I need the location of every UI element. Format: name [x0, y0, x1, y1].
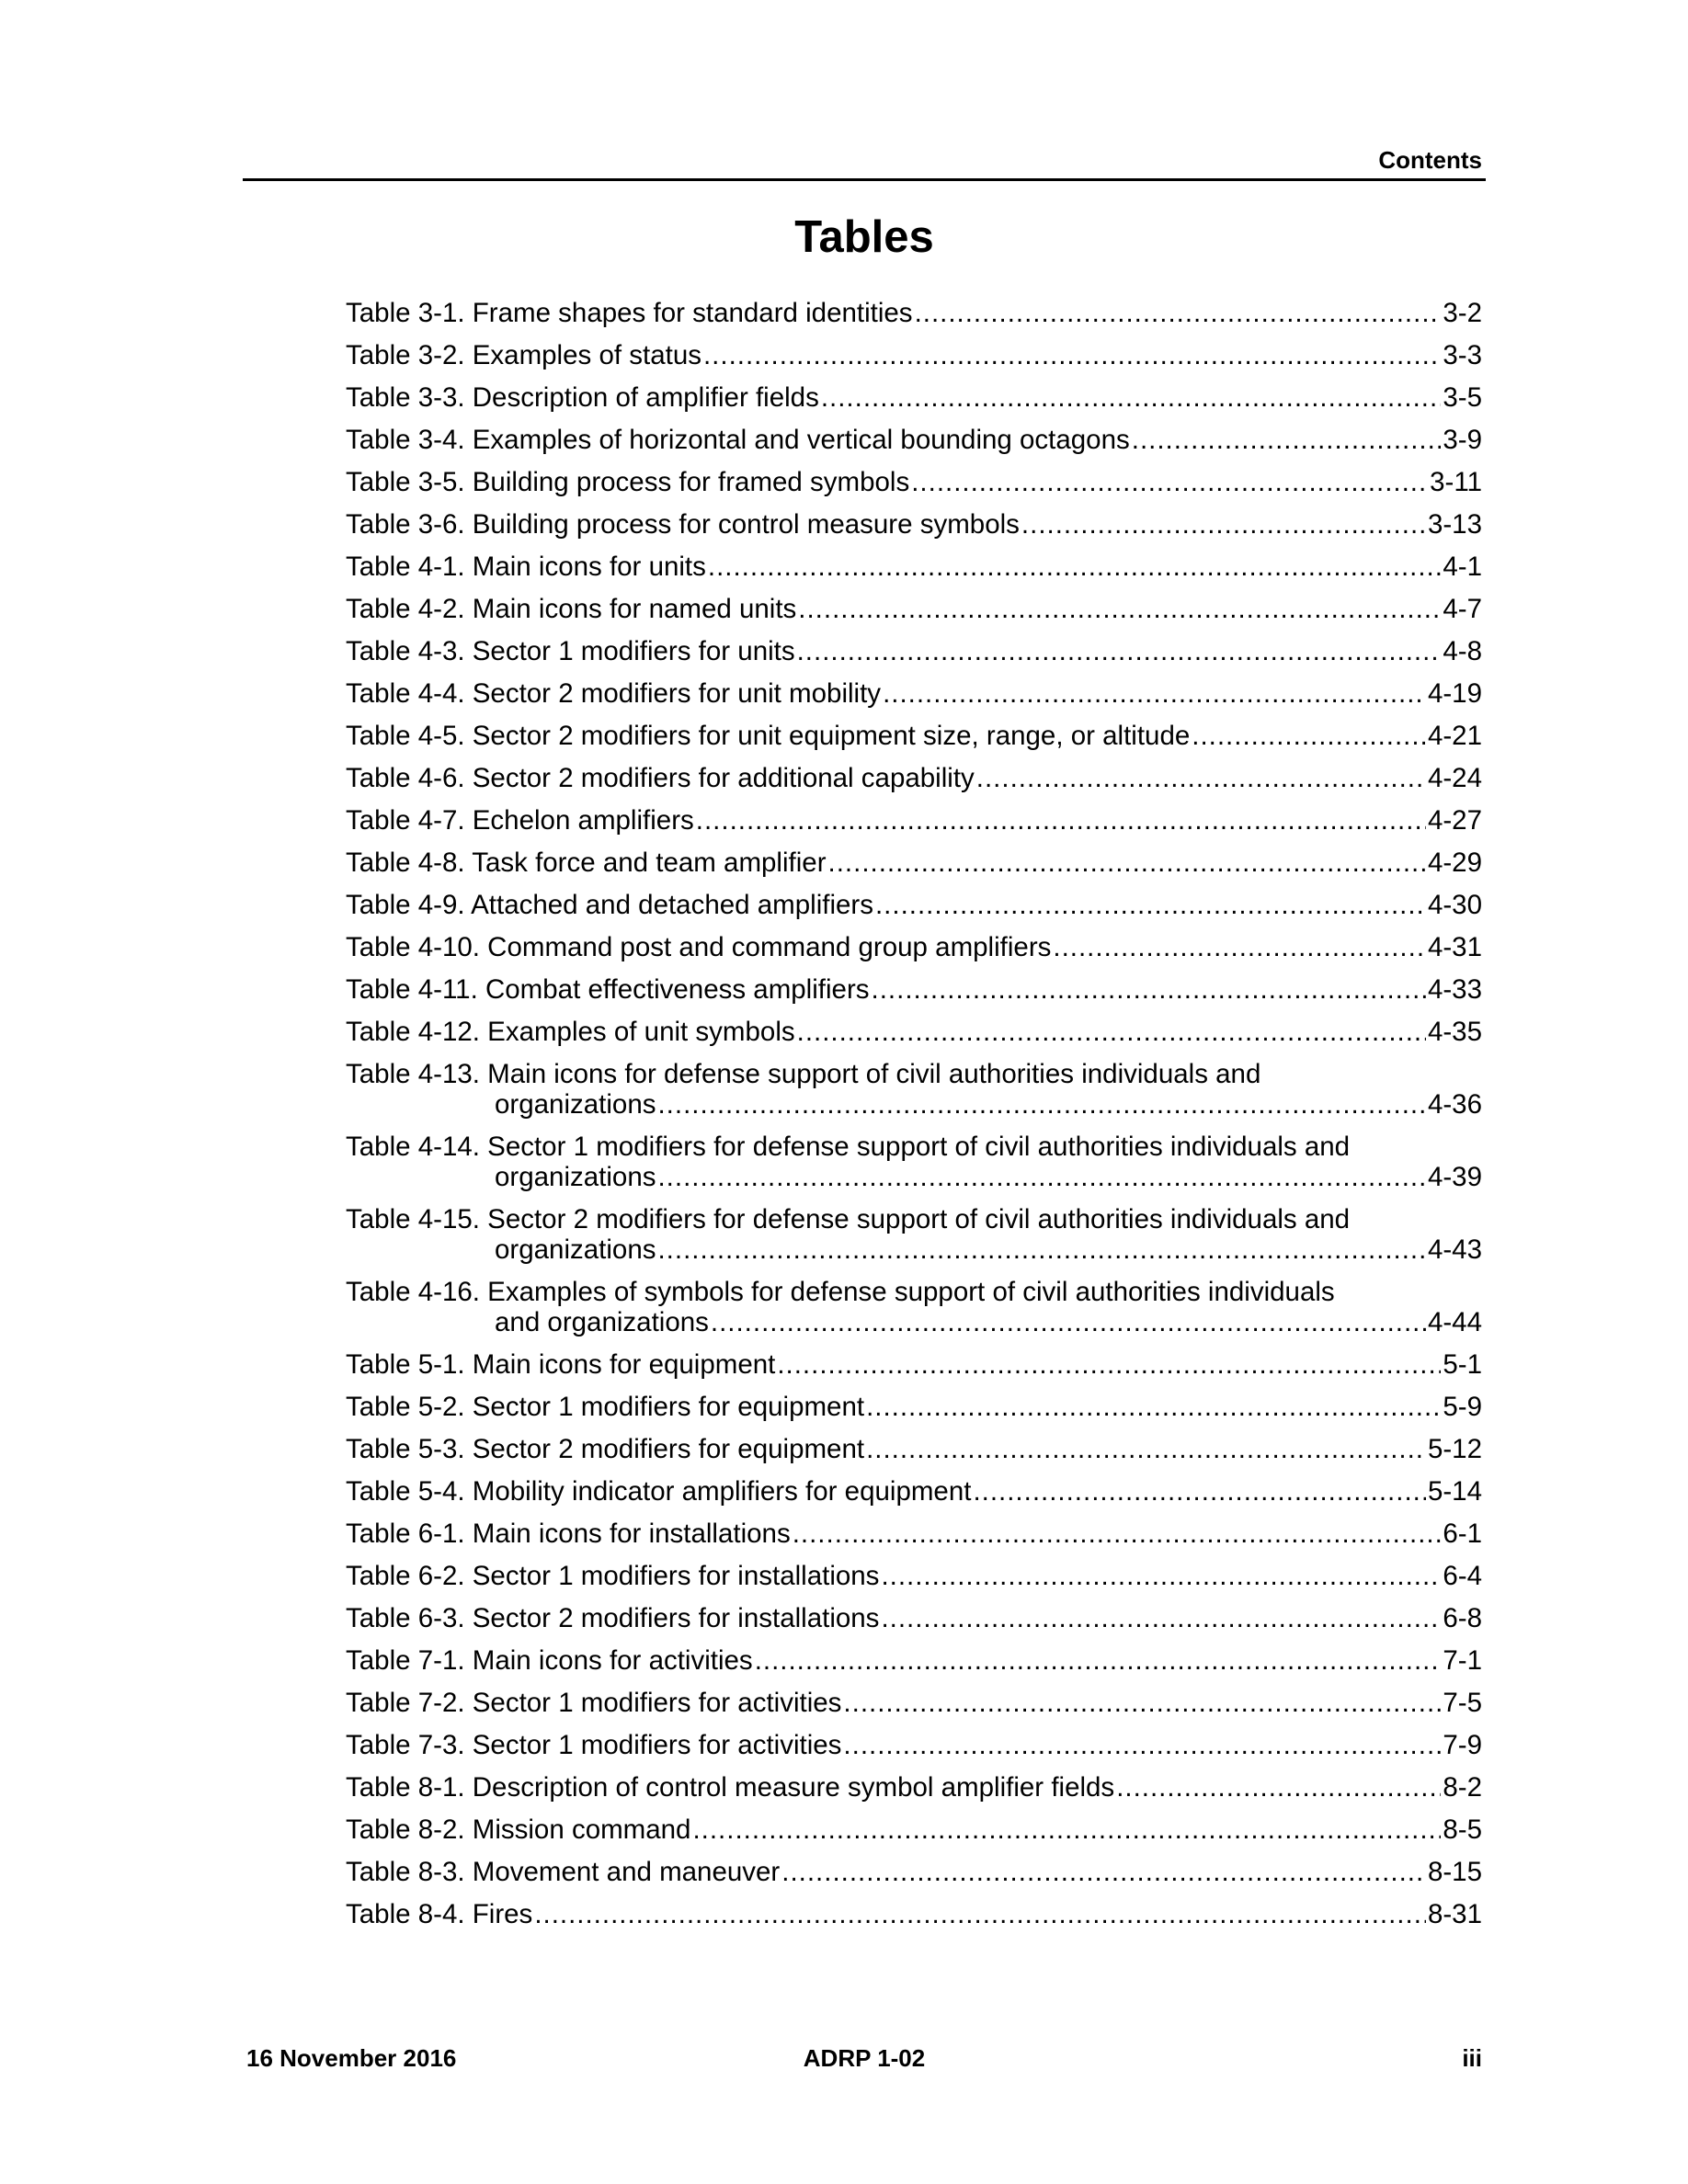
toc-entry[interactable] — [346, 1857, 1482, 1887]
dot-leader — [911, 467, 1428, 497]
toc-entry-page-number: 4-31 — [1427, 932, 1482, 962]
toc-entry[interactable] — [346, 805, 1482, 836]
toc-entry-title: Table 5-1. Main icons for equipment — [346, 1349, 776, 1380]
toc-entry-page-number: 4-1 — [1443, 552, 1482, 582]
toc-entry[interactable] — [346, 1561, 1482, 1591]
toc-entry-page-number: 5-9 — [1443, 1392, 1482, 1422]
dot-leader — [875, 890, 1426, 920]
toc-entry-page-number: 4-44 — [1427, 1307, 1482, 1337]
toc-entry-page-number: 3-9 — [1443, 425, 1482, 455]
toc-entry-page-number: 3-5 — [1443, 382, 1482, 413]
toc-entry-title: Table 6-3. Sector 2 modifiers for installations — [346, 1603, 880, 1633]
toc-entry-page-number: 5-12 — [1427, 1434, 1482, 1464]
toc-entry[interactable] — [346, 467, 1482, 497]
page-title: Tables — [794, 212, 934, 262]
dot-leader — [708, 552, 1441, 582]
toc-entry-page-number: 6-8 — [1443, 1603, 1482, 1633]
dot-leader — [798, 594, 1441, 624]
toc-entry-page-number: 4-43 — [1427, 1234, 1482, 1265]
toc-entry[interactable] — [346, 340, 1482, 370]
dot-leader — [976, 763, 1426, 793]
toc-entry-title: Table 8-4. Fires — [346, 1899, 533, 1929]
dot-leader — [1053, 932, 1426, 962]
toc-entry-title: Table 4-8. Task force and team amplifier — [346, 847, 827, 878]
dot-leader — [703, 340, 1441, 370]
toc-entry-page-number: 3-2 — [1443, 298, 1482, 328]
dot-leader — [915, 298, 1442, 328]
toc-entry[interactable] — [346, 1519, 1482, 1549]
toc-entry-title: Table 4-13. Main icons for defense support of civil authorities individuals and — [346, 1059, 1261, 1089]
dot-leader — [883, 678, 1426, 709]
dot-leader — [711, 1307, 1426, 1337]
toc-entry[interactable] — [346, 1899, 1482, 1929]
dot-leader — [1132, 425, 1442, 455]
toc-entry[interactable] — [346, 721, 1482, 751]
toc-entry-page-number: 4-27 — [1427, 805, 1482, 836]
toc-entry[interactable] — [346, 1277, 1482, 1337]
toc-entry-title: Table 7-3. Sector 1 modifiers for activities — [346, 1730, 842, 1760]
toc-entry[interactable] — [346, 1059, 1482, 1120]
toc-entry-title: Table 7-1. Main icons for activities — [346, 1645, 753, 1676]
toc-entry-title: Table 7-2. Sector 1 modifiers for activities — [346, 1688, 842, 1718]
toc-entry-title: Table 4-10. Command post and command group amplifiers — [346, 932, 1052, 962]
toc-entry-page-number: 7-1 — [1443, 1645, 1482, 1676]
toc-entry[interactable] — [346, 382, 1482, 413]
toc-entry-page-number: 4-21 — [1427, 721, 1482, 751]
toc-entry-title-continued: organizations — [495, 1162, 656, 1192]
toc-entry-page-number: 5-1 — [1443, 1349, 1482, 1380]
toc-entry[interactable] — [346, 1603, 1482, 1633]
toc-entry[interactable] — [346, 1434, 1482, 1464]
toc-entry-title: Table 3-3. Description of amplifier fields — [346, 382, 819, 413]
dot-leader — [866, 1434, 1426, 1464]
dot-leader — [1192, 721, 1426, 751]
toc-entry-page-number: 8-2 — [1443, 1772, 1482, 1803]
toc-entry[interactable] — [346, 1730, 1482, 1760]
dot-leader — [843, 1730, 1441, 1760]
toc-entry[interactable] — [346, 298, 1482, 328]
dot-leader — [881, 1561, 1441, 1591]
dot-leader — [821, 382, 1442, 413]
dot-leader — [657, 1089, 1425, 1120]
toc-entry-page-number: 3-3 — [1443, 340, 1482, 370]
toc-entry[interactable] — [346, 1017, 1482, 1047]
toc-entry-title: Table 4-15. Sector 2 modifiers for defense support of civil authorities individuals and — [346, 1204, 1351, 1234]
toc-entry[interactable] — [346, 847, 1482, 878]
toc-entry[interactable] — [346, 1645, 1482, 1676]
toc-entry[interactable] — [346, 1476, 1482, 1507]
dot-leader — [872, 974, 1426, 1005]
toc-entry-title: Table 3-4. Examples of horizontal and vertical bounding octagons — [346, 425, 1130, 455]
toc-entry-page-number: 7-9 — [1443, 1730, 1482, 1760]
footer-document-id: ADRP 1-02 — [803, 2044, 926, 2072]
toc-entry-title-continued: organizations — [495, 1089, 656, 1120]
toc-entry-title: Table 4-9. Attached and detached amplifiers — [346, 890, 873, 920]
toc-entry-page-number: 5-14 — [1427, 1476, 1482, 1507]
dot-leader — [1116, 1772, 1441, 1803]
table-of-contents-list — [346, 298, 1482, 1941]
toc-entry[interactable] — [346, 1814, 1482, 1845]
toc-entry-title: Table 4-16. Examples of symbols for defense support of civil authorities individuals — [346, 1277, 1335, 1307]
dot-leader — [843, 1688, 1441, 1718]
toc-entry-page-number: 4-35 — [1427, 1017, 1482, 1047]
dot-leader — [692, 1814, 1441, 1845]
toc-entry-page-number: 8-5 — [1443, 1814, 1482, 1845]
toc-entry-title-continued: organizations — [495, 1234, 656, 1265]
dot-leader — [781, 1857, 1426, 1887]
toc-entry-page-number: 4-30 — [1427, 890, 1482, 920]
toc-entry-page-number: 4-39 — [1427, 1162, 1482, 1192]
toc-entry[interactable] — [346, 1392, 1482, 1422]
dot-leader — [973, 1476, 1426, 1507]
page-footer — [243, 2044, 1486, 2072]
toc-entry-page-number: 7-5 — [1443, 1688, 1482, 1718]
dot-leader — [797, 1017, 1426, 1047]
header-rule — [243, 178, 1486, 181]
toc-entry-page-number: 3-13 — [1427, 509, 1482, 540]
toc-entry[interactable] — [346, 1132, 1482, 1192]
toc-entry-title: Table 4-5. Sector 2 modifiers for unit equipment size, range, or altitude — [346, 721, 1191, 751]
dot-leader — [534, 1899, 1426, 1929]
toc-entry-title: Table 4-12. Examples of unit symbols — [346, 1017, 795, 1047]
toc-entry-page-number: 4-29 — [1427, 847, 1482, 878]
toc-entry-page-number: 4-36 — [1427, 1089, 1482, 1120]
dot-leader — [797, 636, 1442, 666]
toc-entry-title: Table 6-1. Main icons for installations — [346, 1519, 791, 1549]
toc-entry-title-continued: and organizations — [495, 1307, 709, 1337]
toc-entry-page-number: 6-1 — [1443, 1519, 1482, 1549]
toc-entry-page-number: 4-24 — [1427, 763, 1482, 793]
toc-entry-title: Table 4-2. Main icons for named units — [346, 594, 797, 624]
toc-entry-title: Table 5-3. Sector 2 modifiers for equipment — [346, 1434, 865, 1464]
toc-entry-page-number: 8-15 — [1427, 1857, 1482, 1887]
toc-entry-title: Table 4-1. Main icons for units — [346, 552, 706, 582]
toc-entry[interactable] — [346, 1349, 1482, 1380]
toc-entry-title: Table 3-1. Frame shapes for standard identities — [346, 298, 913, 328]
toc-entry-title: Table 4-11. Combat effectiveness amplifiers — [346, 974, 870, 1005]
dot-leader — [828, 847, 1426, 878]
footer-date: 16 November 2016 — [246, 2044, 457, 2072]
toc-entry-title: Table 5-4. Mobility indicator amplifiers for equipment — [346, 1476, 972, 1507]
toc-entry[interactable] — [346, 594, 1482, 624]
toc-entry-page-number: 4-33 — [1427, 974, 1482, 1005]
toc-entry[interactable] — [346, 1772, 1482, 1803]
toc-entry-page-number: 3-11 — [1430, 467, 1482, 497]
toc-entry-title: Table 4-3. Sector 1 modifiers for units — [346, 636, 795, 666]
dot-leader — [657, 1162, 1425, 1192]
toc-entry-title: Table 4-7. Echelon amplifiers — [346, 805, 694, 836]
toc-entry-page-number: 4-7 — [1443, 594, 1482, 624]
dot-leader — [1021, 509, 1426, 540]
toc-entry[interactable] — [346, 932, 1482, 962]
toc-entry-page-number: 8-31 — [1427, 1899, 1482, 1929]
dot-leader — [657, 1234, 1425, 1265]
toc-entry-title: Table 5-2. Sector 1 modifiers for equipment — [346, 1392, 865, 1422]
toc-entry[interactable] — [346, 890, 1482, 920]
toc-entry-title: Table 3-2. Examples of status — [346, 340, 701, 370]
toc-entry-title: Table 3-6. Building process for control measure symbols — [346, 509, 1020, 540]
toc-entry-title: Table 6-2. Sector 1 modifiers for installations — [346, 1561, 880, 1591]
dot-leader — [866, 1392, 1441, 1422]
toc-entry-title: Table 8-1. Description of control measure symbol amplifier fields — [346, 1772, 1115, 1803]
toc-entry[interactable] — [346, 763, 1482, 793]
dot-leader — [881, 1603, 1441, 1633]
dot-leader — [696, 805, 1426, 836]
running-header: Contents — [1378, 146, 1482, 174]
toc-entry[interactable] — [346, 552, 1482, 582]
toc-entry-title: Table 4-14. Sector 1 modifiers for defense support of civil authorities individuals and — [346, 1132, 1351, 1162]
toc-entry-page-number: 4-19 — [1427, 678, 1482, 709]
toc-entry-title: Table 4-4. Sector 2 modifiers for unit mobility — [346, 678, 882, 709]
toc-entry-title: Table 8-2. Mission command — [346, 1814, 691, 1845]
dot-leader — [755, 1645, 1442, 1676]
dot-leader — [777, 1349, 1441, 1380]
toc-entry-page-number: 6-4 — [1443, 1561, 1482, 1591]
toc-entry[interactable] — [346, 636, 1482, 666]
toc-entry[interactable] — [346, 509, 1482, 540]
toc-entry-title: Table 4-6. Sector 2 modifiers for additional capability — [346, 763, 975, 793]
toc-entry[interactable] — [346, 678, 1482, 709]
dot-leader — [793, 1519, 1442, 1549]
toc-entry-page-number: 4-8 — [1443, 636, 1482, 666]
toc-entry-title: Table 8-3. Movement and maneuver — [346, 1857, 781, 1887]
toc-entry[interactable] — [346, 974, 1482, 1005]
toc-entry-title: Table 3-5. Building process for framed symbols — [346, 467, 910, 497]
footer-page-number: iii — [1462, 2044, 1482, 2072]
toc-entry[interactable] — [346, 425, 1482, 455]
toc-entry[interactable] — [346, 1688, 1482, 1718]
toc-entry[interactable] — [346, 1204, 1482, 1265]
